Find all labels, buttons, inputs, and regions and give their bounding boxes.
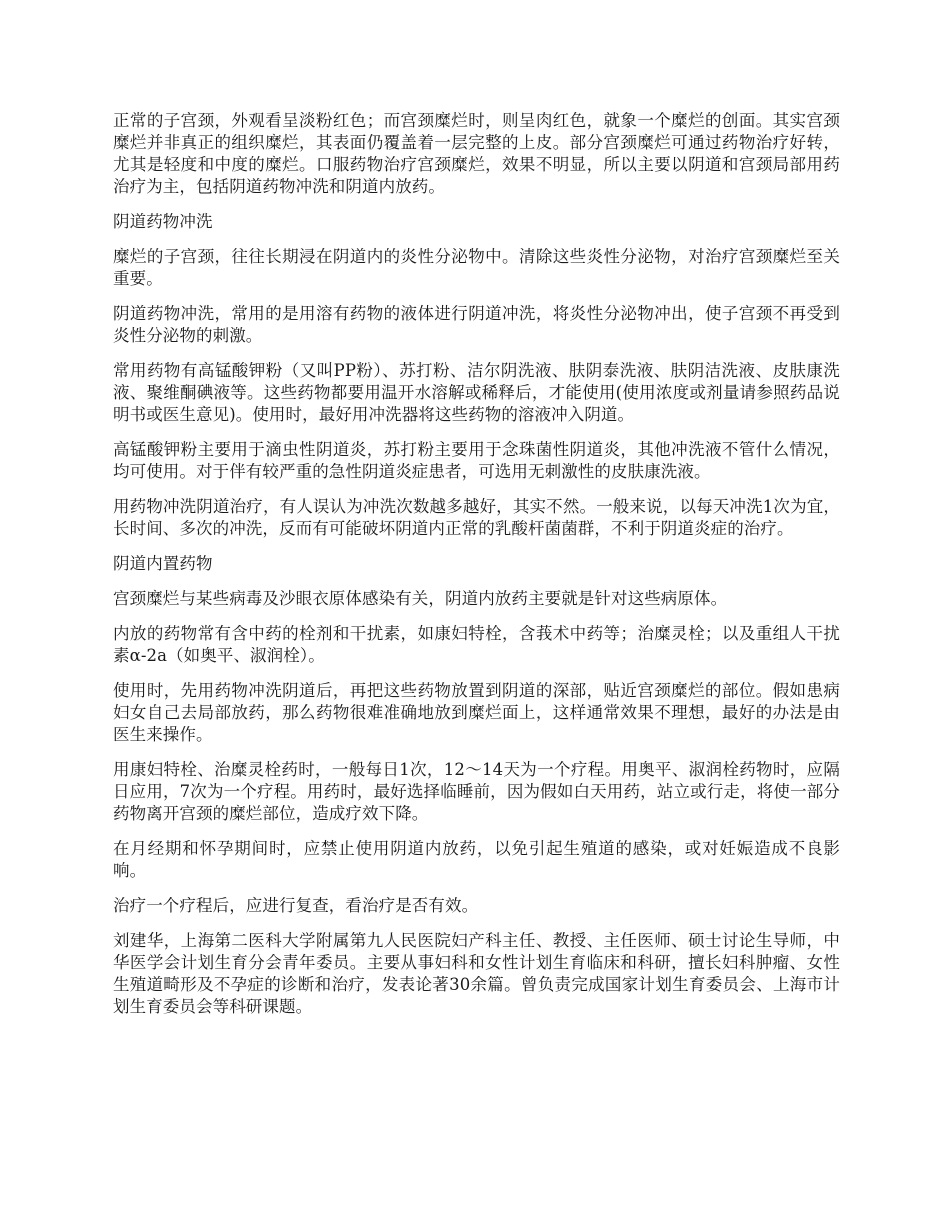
paragraph: 高锰酸钾粉主要用于滴虫性阴道炎，苏打粉主要用于念珠菌性阴道炎，其他冲洗液不管什么情况，均可使用。对于伴有较严重的急性阴道炎症患者，可选用无刺激性的皮肤康洗液。	[113, 440, 840, 481]
paragraph-author-bio: 刘建华，上海第二医科大学附属第九人民医院妇产科主任、教授、主任医师、硕士讨论生导师，中华医学会计划生育分会青年委员。主要从事妇科和女性计划生育临床和科研，擅长妇科肿瘤、女性生殖道畸形及不孕症的诊断和治疗，发表论著30余篇。曾负责完成国家计划生育委员会、上海市计划生育委员会等科研课题。	[113, 931, 840, 1016]
paragraph: 用康妇特栓、治糜灵栓药时，一般每日1次，12～14天为一个疗程。用奥平、淑润栓药物时，应隔日应用，7次为一个疗程。用药时，最好选择临睡前，因为假如白天用药，站立或行走，将使一部分药物离开宫颈的糜烂部位，造成疗效下降。	[113, 760, 840, 823]
section-heading-vaginal-medication: 阴道内置药物	[113, 554, 213, 573]
section-heading-vaginal-irrigation: 阴道药物冲洗	[113, 212, 213, 231]
paragraph: 阴道药物冲洗，常用的是用溶有药物的液体进行阴道冲洗，将炎性分泌物冲出，使子宫颈不再受到炎性分泌物的刺激。	[113, 304, 840, 345]
paragraph-intro: 正常的子宫颈，外观看呈淡粉红色；而宫颈糜烂时，则呈肉红色，就象一个糜烂的创面。其实宫颈糜烂并非真正的组织糜烂，其表面仍覆盖着一层完整的上皮。部分宫颈糜烂可通过药物治疗好转，尤其是轻度和中度的糜烂。口服药物治疗宫颈糜烂，效果不明显，所以主要以阴道和宫颈局部用药治疗为主，包括阴道药物冲洗和阴道内放药。	[113, 111, 840, 196]
paragraph: 常用药物有高锰酸钾粉（又叫PP粉）、苏打粉、洁尔阴洗液、肤阴泰洗液、肤阴洁洗液、皮肤康洗液、聚维酮碘液等。这些药物都要用温开水溶解或稀释后，才能使用(使用浓度或剂量请参照药品说明书或医生意见)。使用时，最好用冲洗器将这些药物的溶液冲入阴道。	[113, 361, 840, 424]
paragraph: 用药物冲洗阴道治疗，有人误认为冲洗次数越多越好，其实不然。一般来说，以每天冲洗1次为宜，长时间、多次的冲洗，反而有可能破坏阴道内正常的乳酸杆菌菌群，不利于阴道炎症的治疗。	[113, 497, 840, 538]
paragraph: 糜烂的子宫颈，往往长期浸在阴道内的炎性分泌物中。清除这些炎性分泌物，对治疗宫颈糜烂至关重要。	[113, 247, 840, 288]
paragraph: 宫颈糜烂与某些病毒及沙眼衣原体感染有关，阴道内放药主要就是针对这些病原体。	[113, 589, 728, 608]
paragraph: 使用时，先用药物冲洗阴道后，再把这些药物放置到阴道的深部，贴近宫颈糜烂的部位。假如患病妇女自己去局部放药，那么药物很难准确地放到糜烂面上，这样通常效果不理想，最好的办法是由医生来操作。	[113, 681, 840, 744]
paragraph: 内放的药物常有含中药的栓剂和干扰素，如康妇特栓，含莪术中药等；治糜灵栓；以及重组人干扰素α-2a（如奥平、淑润栓）。	[113, 624, 840, 665]
document-body	[113, 110, 840, 1031]
paragraph: 在月经期和怀孕期间时，应禁止使用阴道内放药，以免引起生殖道的感染，或对妊娠造成不良影响。	[113, 839, 840, 880]
paragraph: 治疗一个疗程后，应进行复查，看治疗是否有效。	[113, 896, 479, 915]
